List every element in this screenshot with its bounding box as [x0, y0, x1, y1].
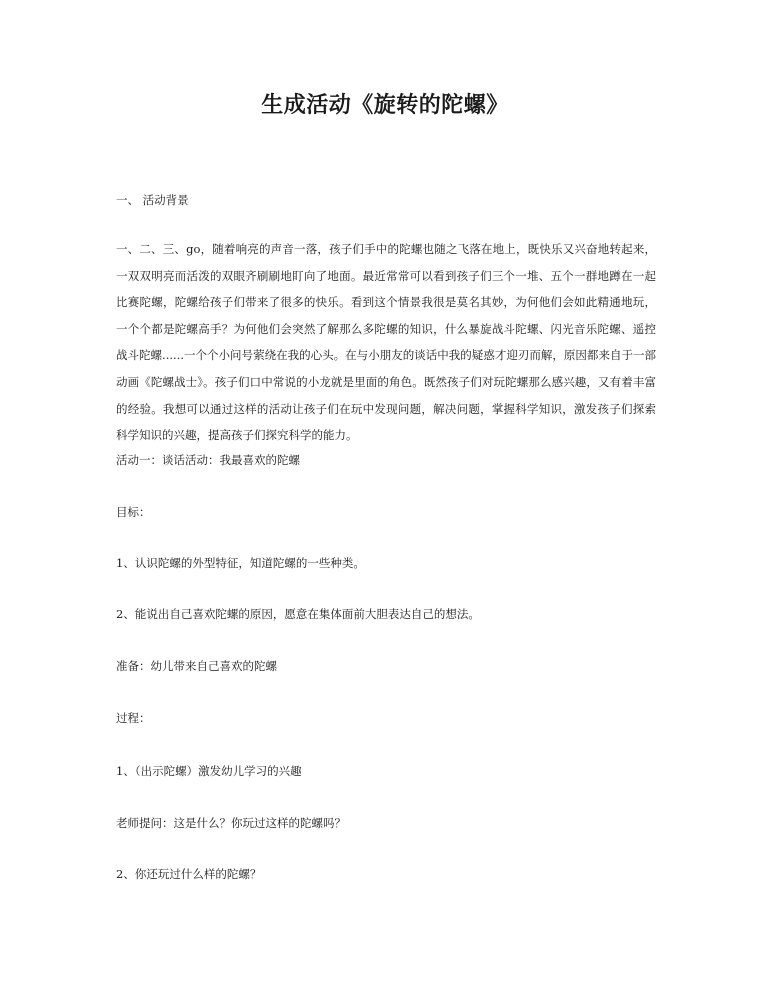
process-label: 过程：: [116, 711, 151, 725]
process-step-1: 1、（出示陀螺）激发幼儿学习的兴趣: [116, 764, 302, 778]
activity-one-heading: 活动一：谈话活动：我最喜欢的陀螺: [116, 453, 300, 467]
goals-label: 目标：: [116, 505, 151, 519]
section-heading: 一、 活动背景: [116, 193, 189, 207]
goal-item-2: 2、能说出自己喜欢陀螺的原因，愿意在集体面前大胆表达自己的想法。: [116, 607, 480, 621]
process-step-2: 2、你还玩过什么样的陀螺？: [116, 867, 262, 881]
teacher-question: 老师提问：这是什么？你玩过这样的陀螺吗？: [116, 816, 346, 830]
background-paragraph: 一、二、三、go，随着响亮的声音一落，孩子们手中的陀螺也随之飞落在地上，既快乐又兴奋地转起来，一双双明亮而活泼的双眼齐刷刷地盯向了地面。最近常常可以看到孩子们三个一堆、五个一群地蹲在一起比赛陀螺，陀螺给孩子们带来了很多的快乐。看到这个情景我很是莫名其妙，为何他们会如此精通地玩，一个个都是陀螺高手？为何他们会突然了解那么多陀螺的知识，什么暴旋战斗陀螺、闪光音乐陀螺、遥控战斗陀螺......一个个小问号萦绕在我的心头。在与小朋友的谈话中我的疑惑才迎刃而解，原因都来自于一部动画《陀螺战士》。孩子们口中常说的小龙就是里面的角色。既然孩子们对玩陀螺那么感兴趣，又有着丰富的经验。我想可以通过这样的活动让孩子们在玩中发现问题，解决问题，掌握科学知识，激发孩子们探索科学知识的兴趣，提高孩子们探究科学的能力。: [116, 242, 656, 443]
goal-item-1: 1、认识陀螺的外型特征，知道陀螺的一些种类。: [116, 556, 365, 570]
preparation-text: 准备：幼儿带来自己喜欢的陀螺: [116, 659, 277, 673]
document-title: 生成活动《旋转的陀螺》: [261, 92, 509, 118]
